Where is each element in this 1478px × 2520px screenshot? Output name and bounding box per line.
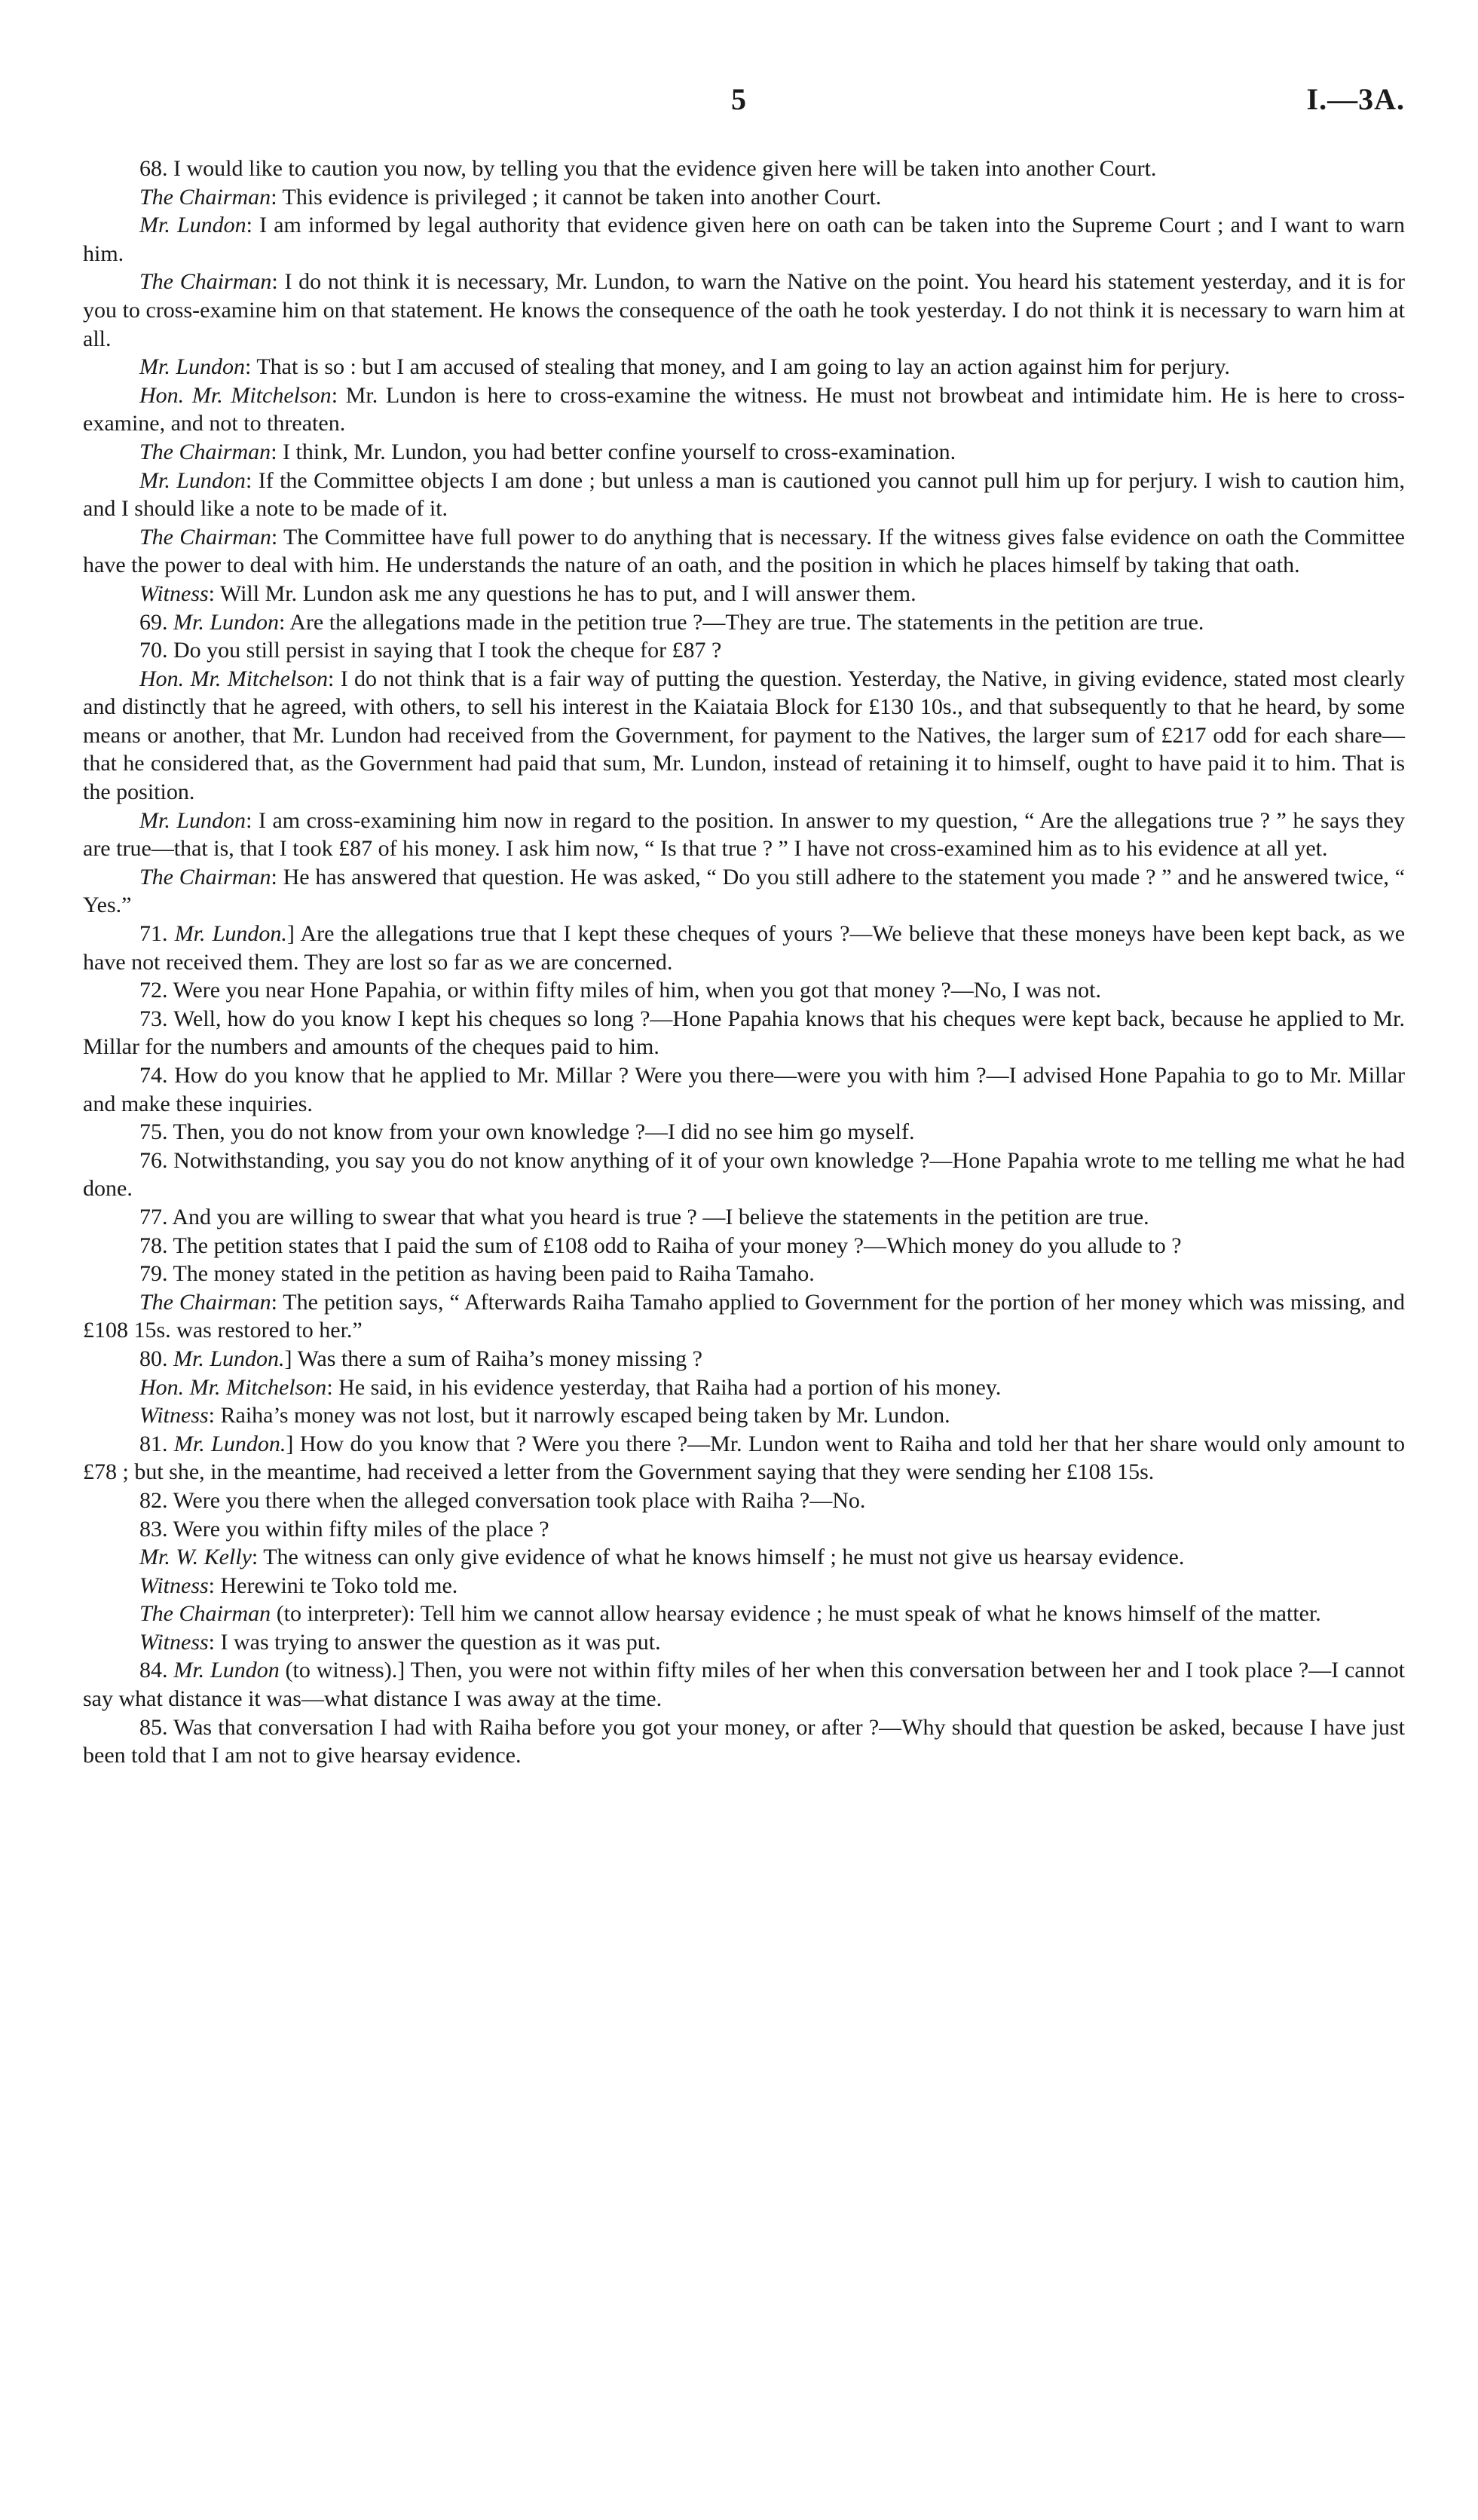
speaker-separator: : (246, 213, 252, 238)
evidence-paragraph (83, 608, 1405, 637)
speaker-separator: : (271, 269, 278, 295)
speaker-separator: ] (397, 1658, 405, 1683)
evidence-paragraph (83, 1515, 1405, 1544)
evidence-paragraph (83, 353, 1405, 381)
evidence-paragraph (83, 1232, 1405, 1260)
speaker-separator: : (271, 1289, 277, 1315)
question-number: 75. (139, 1119, 168, 1145)
evidence-paragraph (83, 1203, 1405, 1232)
evidence-paragraph (83, 1600, 1405, 1628)
question-number: 72. (139, 978, 168, 1003)
evidence-paragraph (83, 1713, 1405, 1770)
evidence-paragraph (83, 523, 1405, 580)
question-number: 69. (139, 609, 168, 635)
evidence-paragraph (83, 1147, 1405, 1203)
speaker-separator: ] (286, 921, 295, 947)
speaker-separator: : (409, 1601, 415, 1627)
speaker-name: The Chairman (139, 524, 271, 550)
question-number: 80. (139, 1346, 168, 1371)
speaker-separator: : (326, 1374, 333, 1400)
speaker-separator: : (208, 580, 216, 606)
evidence-paragraph (83, 807, 1405, 863)
speaker-note: (to interpreter) (271, 1601, 409, 1627)
question-number: 85. (139, 1714, 168, 1740)
speaker-separator: : (271, 184, 277, 210)
evidence-paragraph (83, 665, 1405, 807)
speaker-name: The Chairman (139, 439, 271, 464)
question-number: 81. (139, 1431, 168, 1456)
paragraph-text: How do you know that ? Were you there ?—Mr. Lundon went to Raiha and told her that her share would only amount to £78 ; but she, in the meantime, had received a letter from the Government saying that they were sending her £108 15s. (83, 1431, 1405, 1485)
speaker-name: Witness (139, 1629, 209, 1655)
paragraph-text: And you are willing to swear that what you heard is true ? —I believe the statements in the petition are true. (172, 1204, 1149, 1229)
evidence-paragraph (83, 920, 1405, 976)
speaker-name: Witness (139, 580, 209, 606)
speaker-separator: : (245, 467, 252, 493)
speaker-name: Mr. Lundon (139, 354, 246, 380)
evidence-paragraph (83, 211, 1405, 268)
paragraph-text: He has answered that question. He was asked, “ Do you still adhere to the statement you made ? ” and he answered twice, “ Yes.” (83, 864, 1406, 918)
speaker-name: Hon. Mr. Mitchelson (139, 1374, 327, 1400)
evidence-paragraph (83, 636, 1405, 665)
evidence-paragraph (83, 1487, 1405, 1515)
evidence-paragraph (83, 1260, 1405, 1288)
speaker-separator: ] (284, 1346, 292, 1371)
paragraph-text: I am cross-examining him now in regard to the position. In answer to my question, “ Are the allegations true ? ” he says they are true—that is, that I took £87 of his money. I ask him now, “ Is that true ? ” I have not cross-examined him as to his evidence at all yet. (83, 807, 1406, 862)
evidence-paragraph (83, 1288, 1405, 1345)
question-number: 83. (139, 1516, 168, 1542)
speaker-name: The Chairman (139, 864, 271, 890)
question-number: 76. (139, 1147, 168, 1173)
speaker-name: Mr. Lundon (173, 1658, 280, 1683)
evidence-paragraph (83, 1005, 1405, 1061)
paragraph-text: The Committee have full power to do anything that is necessary. If the witness gives false evidence on oath the Committee have the power to deal with him. He understands the nature of an oath, and the position in which he places himself by taking that oath. (83, 524, 1405, 578)
paragraph-text: Are the allegations made in the petition true ?—They are true. The statements in the petition are true. (289, 609, 1204, 635)
paragraph-text: That is so : but I am accused of stealing that money, and I am going to lay an action against him for perjury. (256, 354, 1230, 380)
speaker-separator: : (279, 609, 286, 635)
paragraph-text: Was there a sum of Raiha’s money missing ? (297, 1346, 702, 1371)
paragraph-text: I do not think that is a fair way of putting the question. Yesterday, the Native, in giving evidence, stated most clearly and distinctly that he agreed, with others, to sell his interest in the Kaiataia Block for £130 10s., and that subsequently to that he heard, by some means or another, that Mr. Lundon had received from the Government, for payment to the Natives, the larger sum of £217 odd for each share—that he considered that, as the Government had paid that sum, Mr. Lundon, instead of retaining it to himself, ought to have paid it to him. That is the position. (83, 666, 1406, 805)
evidence-paragraph (83, 381, 1405, 438)
speaker-separator: : (251, 1545, 259, 1570)
paragraph-text: Will Mr. Lundon ask me any questions he has to put, and I will answer them. (219, 580, 916, 606)
evidence-paragraph (83, 1401, 1405, 1430)
speaker-name: Hon. Mr. Mitchelson (139, 666, 329, 691)
speaker-separator: : (245, 354, 252, 380)
speaker-name: Mr. Lundon (139, 213, 246, 238)
speaker-name: Mr. Lundon (173, 609, 280, 635)
evidence-paragraph (83, 438, 1405, 467)
question-number: 74. (139, 1063, 168, 1088)
speaker-separator: ] (286, 1431, 294, 1456)
paragraph-text: Do you still persist in saying that I took the cheque for £87 ? (173, 638, 722, 663)
paragraph-text: Mr. Lundon is here to cross-examine the witness. He must not browbeat and intimidate him. He is here to cross-examine, and not to threaten. (83, 382, 1405, 436)
question-number: 68. (139, 156, 168, 181)
question-number: 77. (139, 1204, 168, 1229)
speaker-name: Mr. W. Kelly (139, 1545, 252, 1570)
question-number: 73. (139, 1006, 168, 1031)
paragraph-text: He said, in his evidence yesterday, that Raiha had a portion of his money. (338, 1374, 1002, 1400)
paragraph-text: I do not think it is necessary, Mr. Lundon, to warn the Native on the point. You heard his statement yesterday, and it is for you to cross-examine him on that statement. He knows the consequence of the oath he took yesterday. I do not think it is necessary to warn him at all. (83, 269, 1406, 351)
paragraph-text: The petition states that I paid the sum of £108 odd to Raiha of your money ?—Which money do you allude to ? (173, 1232, 1182, 1258)
paragraph-text: The petition says, “ Afterwards Raiha Tamaho applied to Government for the portion of her money which was missing, and £108 15s. was restored to her.” (83, 1289, 1405, 1343)
evidence-paragraph (83, 1345, 1405, 1373)
paragraph-text: Notwithstanding, you say you do not know anything of it of your own knowledge ?—Hone Papahia wrote to me telling me what he had done. (83, 1147, 1406, 1202)
paragraph-text: I think, Mr. Lundon, you had better confine yourself to cross-examination. (283, 439, 956, 464)
speaker-separator: : (271, 524, 278, 550)
speaker-separator: : (246, 807, 252, 833)
paragraph-text: I am informed by legal authority that evidence given here on oath can be taken into the Supreme Court ; and I want to warn him. (83, 213, 1405, 266)
document-body (83, 155, 1405, 1770)
evidence-paragraph (83, 580, 1405, 608)
evidence-paragraph (83, 268, 1405, 353)
speaker-name: Hon. Mr. Mitchelson (139, 382, 332, 408)
paragraph-text: Were you there when the alleged conversation took place with Raiha ?—No. (173, 1487, 866, 1513)
question-number: 79. (139, 1261, 168, 1287)
evidence-paragraph (83, 155, 1405, 183)
document-reference: I.—3A. (1306, 82, 1405, 116)
paragraph-text: If the Committee objects I am done ; but unless a man is cautioned you cannot pull him up for perjury. I wish to caution him, and I should like a note to be made of it. (83, 467, 1405, 522)
speaker-name: Mr. Lundon (139, 467, 246, 493)
evidence-paragraph (83, 863, 1405, 920)
speaker-separator: : (271, 864, 277, 890)
evidence-paragraph (83, 976, 1405, 1005)
evidence-paragraph (83, 1656, 1405, 1713)
speaker-separator: : (328, 666, 335, 691)
speaker-name: The Chairman (139, 269, 272, 295)
paragraph-text: The money stated in the petition as having been paid to Raiha Tamaho. (173, 1261, 815, 1287)
speaker-name: The Chairman (139, 184, 271, 210)
speaker-note: (to witness). (279, 1658, 398, 1683)
speaker-name: Mr. Lundon. (173, 1431, 286, 1456)
question-number: 70. (139, 638, 168, 663)
evidence-paragraph (83, 1061, 1405, 1118)
evidence-paragraph (83, 1118, 1405, 1147)
paragraph-text: I was trying to answer the question as it was put. (220, 1629, 661, 1655)
speaker-name: Mr. Lundon (139, 807, 246, 833)
paragraph-text: Well, how do you know I kept his cheques so long ?—Hone Papahia knows that his cheques were kept back, because he applied to Mr. Millar for the numbers and amounts of the cheques paid to him. (83, 1006, 1405, 1060)
speaker-separator: : (208, 1629, 216, 1655)
evidence-paragraph (83, 183, 1405, 212)
evidence-paragraph (83, 1543, 1405, 1572)
paragraph-text: Herewini te Toko told me. (220, 1572, 458, 1598)
paragraph-text: Were you within fifty miles of the place ? (173, 1516, 549, 1542)
speaker-separator: : (331, 382, 338, 408)
paragraph-text: Were you near Hone Papahia, or within fifty miles of him, when you got that money ?—No, I was not. (173, 978, 1101, 1003)
speaker-separator: : (271, 439, 277, 464)
paragraph-text: I would like to caution you now, by telling you that the evidence given here will be taken into another Court. (173, 156, 1157, 181)
evidence-paragraph (83, 1373, 1405, 1402)
paragraph-text: Then, you do not know from your own knowledge ?—I did no see him go myself. (173, 1119, 915, 1145)
paragraph-text: Was that conversation I had with Raiha before you got your money, or after ?—Why should that question be asked, because I have just been told that I am not to give hearsay evidence. (83, 1714, 1405, 1768)
paragraph-text: Are the allegations true that I kept these cheques of yours ?—We believe that these moneys have been kept back, as we have not received them. They are lost so far as we are concerned. (83, 921, 1406, 975)
evidence-paragraph (83, 467, 1405, 523)
question-number: 82. (139, 1487, 168, 1513)
speaker-separator: : (208, 1403, 216, 1428)
speaker-name: The Chairman (139, 1289, 271, 1315)
speaker-name: Mr. Lundon. (174, 921, 287, 947)
paragraph-text: Raiha’s money was not lost, but it narrowly escaped being taken by Mr. Lundon. (220, 1403, 950, 1428)
paragraph-text: The witness can only give evidence of what he knows himself ; he must not give us hearsay evidence. (263, 1545, 1185, 1570)
speaker-separator: : (208, 1572, 216, 1598)
question-number: 71. (139, 921, 168, 947)
speaker-name: The Chairman (139, 1601, 271, 1627)
paragraph-text: This evidence is privileged ; it cannot be taken into another Court. (282, 184, 882, 210)
page-number: 5 (731, 82, 746, 116)
paragraph-text: Then, you were not within fifty miles of her when this conversation between her and I took place ?—I cannot say what distance it was—what distance I was away at the time. (83, 1658, 1405, 1712)
evidence-paragraph (83, 1572, 1405, 1600)
speaker-name: Witness (139, 1572, 209, 1598)
paragraph-text: Tell him we cannot allow hearsay evidence ; he must speak of what he knows himself of the matter. (420, 1601, 1321, 1627)
evidence-paragraph (83, 1628, 1405, 1657)
speaker-name: Mr. Lundon. (173, 1346, 285, 1371)
question-number: 78. (139, 1232, 168, 1258)
question-number: 84. (139, 1658, 168, 1683)
evidence-paragraph (83, 1430, 1405, 1487)
speaker-name: Witness (139, 1403, 209, 1428)
paragraph-text: How do you know that he applied to Mr. Millar ? Were you there—were you with him ?—I advised Hone Papahia to go to Mr. Millar and make these inquiries. (83, 1063, 1406, 1116)
